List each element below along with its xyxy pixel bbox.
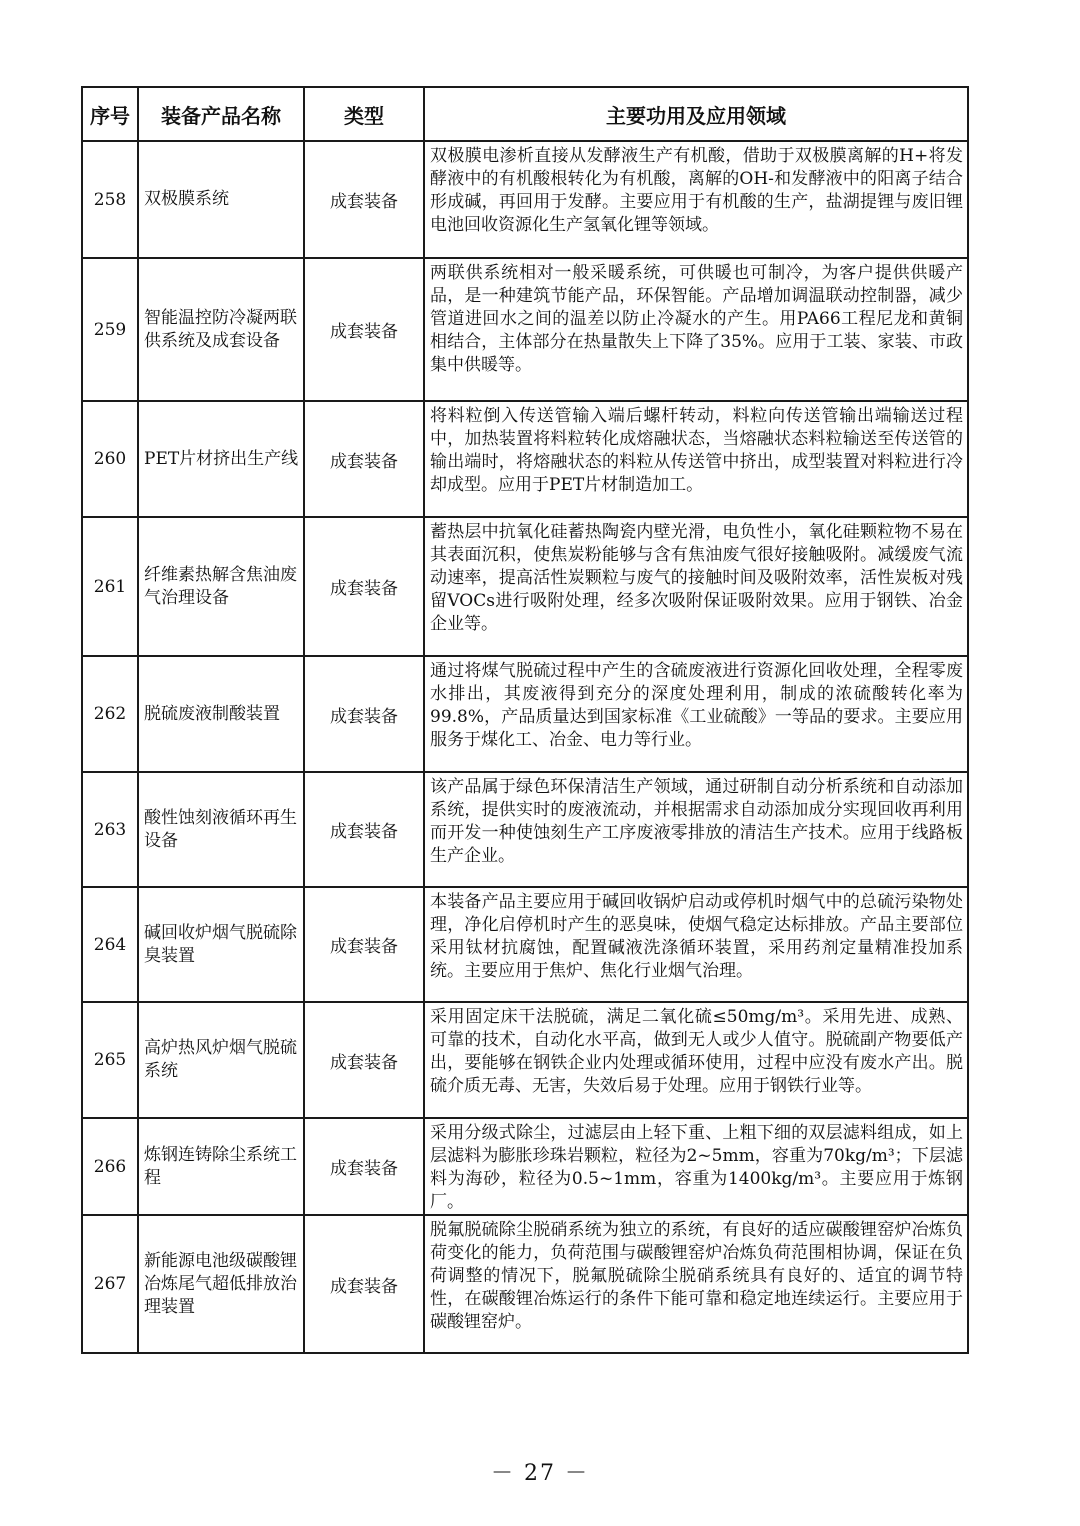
row-name: 高炉热风炉烟气脱硫系统 <box>138 1002 304 1118</box>
row-type: 成套装备 <box>304 1215 424 1353</box>
row-type: 成套装备 <box>304 141 424 258</box>
row-type: 成套装备 <box>304 772 424 887</box>
row-num: 266 <box>82 1118 138 1215</box>
header-num: 序号 <box>82 87 138 141</box>
row-num: 258 <box>82 141 138 258</box>
row-desc: 本装备产品主要应用于碱回收锅炉启动或停机时烟气中的总硫污染物处理，净化启停机时产生的恶臭味，使烟气稳定达标排放。产品主要部位采用钛材抗腐蚀，配置碱液洗涤循环装置，采用药剂定量精准投加系统。主要应用于焦炉、焦化行业烟气治理。 <box>424 887 968 1002</box>
row-desc: 蓄热层中抗氧化硅蓄热陶瓷内壁光滑，电负性小，氧化硅颗粒物不易在其表面沉积，使焦炭粉能够与含有焦油废气很好接触吸附。减缓废气流动速率，提高活性炭颗粒与废气的接触时间及吸附效率，活性炭板对残留VOCs进行吸附处理，经多次吸附保证吸附效果。应用于钢铁、冶金企业等。 <box>424 517 968 656</box>
row-num: 265 <box>82 1002 138 1118</box>
row-desc: 该产品属于绿色环保清洁生产领域，通过研制自动分析系统和自动添加系统，提供实时的废液流动，并根据需求自动添加成分实现回收再利用而开发一种使蚀刻生产工序废液零排放的清洁生产技术。应用于线路板生产企业。 <box>424 772 968 887</box>
row-type: 成套装备 <box>304 401 424 517</box>
row-type: 成套装备 <box>304 1118 424 1215</box>
table-row <box>82 401 968 517</box>
row-num: 262 <box>82 656 138 772</box>
table-row <box>82 1002 968 1118</box>
row-type: 成套装备 <box>304 1002 424 1118</box>
row-name: 酸性蚀刻液循环再生设备 <box>138 772 304 887</box>
row-name: 脱硫废液制酸装置 <box>138 656 304 772</box>
row-desc: 双极膜电渗析直接从发酵液生产有机酸，借助于双极膜离解的H+将发酵液中的有机酸根转化为有机酸，离解的OH-和发酵液中的阳离子结合形成碱，再回用于发酵。主要应用于有机酸的生产，盐湖提锂与废旧锂电池回收资源化生产氢氧化锂等领域。 <box>424 141 968 258</box>
table-header-row <box>82 87 968 141</box>
row-name: 炼钢连铸除尘系统工程 <box>138 1118 304 1215</box>
row-type: 成套装备 <box>304 656 424 772</box>
row-name: 新能源电池级碳酸锂冶炼尾气超低排放治理装置 <box>138 1215 304 1353</box>
row-name: 双极膜系统 <box>138 141 304 258</box>
row-name: 纤维素热解含焦油废气治理设备 <box>138 517 304 656</box>
row-type: 成套装备 <box>304 258 424 401</box>
row-type: 成套装备 <box>304 887 424 1002</box>
table-row <box>82 887 968 1002</box>
table-row <box>82 258 968 401</box>
row-num: 267 <box>82 1215 138 1353</box>
row-desc: 两联供系统相对一般采暖系统，可供暖也可制冷，为客户提供供暖产品，是一种建筑节能产品，环保智能。产品增加调温联动控制器，减少管道进回水之间的温差以防止冷凝水的产生。用PA66工程尼龙和黄铜相结合，主体部分在热量散失上下降了35%。应用于工装、家装、市政集中供暖等。 <box>424 258 968 401</box>
row-desc: 采用分级式除尘，过滤层由上轻下重、上粗下细的双层滤料组成，如上层滤料为膨胀珍珠岩颗粒，粒径为2~5mm，容重为70kg/m³；下层滤料为海砂，粒径为0.5~1mm，容重为1400kg/m³。主要应用于炼钢厂。 <box>424 1118 968 1215</box>
table-row <box>82 517 968 656</box>
header-type: 类型 <box>304 87 424 141</box>
header-name: 装备产品名称 <box>138 87 304 141</box>
table-row <box>82 656 968 772</box>
table-row <box>82 772 968 887</box>
table-row <box>82 1215 968 1353</box>
table-row <box>82 1118 968 1215</box>
row-num: 261 <box>82 517 138 656</box>
row-num: 259 <box>82 258 138 401</box>
header-desc: 主要功用及应用领域 <box>424 87 968 141</box>
row-name: PET片材挤出生产线 <box>138 401 304 517</box>
row-name: 智能温控防冷凝两联供系统及成套设备 <box>138 258 304 401</box>
row-type: 成套装备 <box>304 517 424 656</box>
row-desc: 脱氟脱硫除尘脱硝系统为独立的系统，有良好的适应碳酸锂窑炉冶炼负荷变化的能力，负荷范围与碳酸锂窑炉冶炼负荷范围相协调，保证在负荷调整的情况下，脱氟脱硫除尘脱硝系统具有良好的、适宜的调节特性，在碳酸锂冶炼运行的条件下能可靠和稳定地连续运行。主要应用于碳酸锂窑炉。 <box>424 1215 968 1353</box>
row-num: 263 <box>82 772 138 887</box>
page-number: － 27 － <box>491 1461 589 1486</box>
row-num: 260 <box>82 401 138 517</box>
row-name: 碱回收炉烟气脱硫除臭装置 <box>138 887 304 1002</box>
row-num: 264 <box>82 887 138 1002</box>
row-desc: 通过将煤气脱硫过程中产生的含硫废液进行资源化回收处理，全程零废水排出，其废液得到充分的深度处理利用，制成的浓硫酸转化率为99.8%，产品质量达到国家标准《工业硫酸》一等品的要求。主要应用服务于煤化工、冶金、电力等行业。 <box>424 656 968 772</box>
table-row <box>82 141 968 258</box>
row-desc: 采用固定床干法脱硫，满足二氧化硫≤50mg/m³。采用先进、成熟、可靠的技术，自动化水平高，做到无人或少人值守。脱硫副产物要低产出，要能够在钢铁企业内处理或循环使用，过程中应没有废水产出。脱硫介质无毒、无害，失效后易于处理。应用于钢铁行业等。 <box>424 1002 968 1118</box>
equipment-table <box>81 86 969 1354</box>
row-desc: 将料粒倒入传送管输入端后螺杆转动，料粒向传送管输出端输送过程中，加热装置将料粒转化成熔融状态，当熔融状态料粒输送至传送管的输出端时，将熔融状态的料粒从传送管中挤出，成型装置对料粒进行冷却成型。应用于PET片材制造加工。 <box>424 401 968 517</box>
